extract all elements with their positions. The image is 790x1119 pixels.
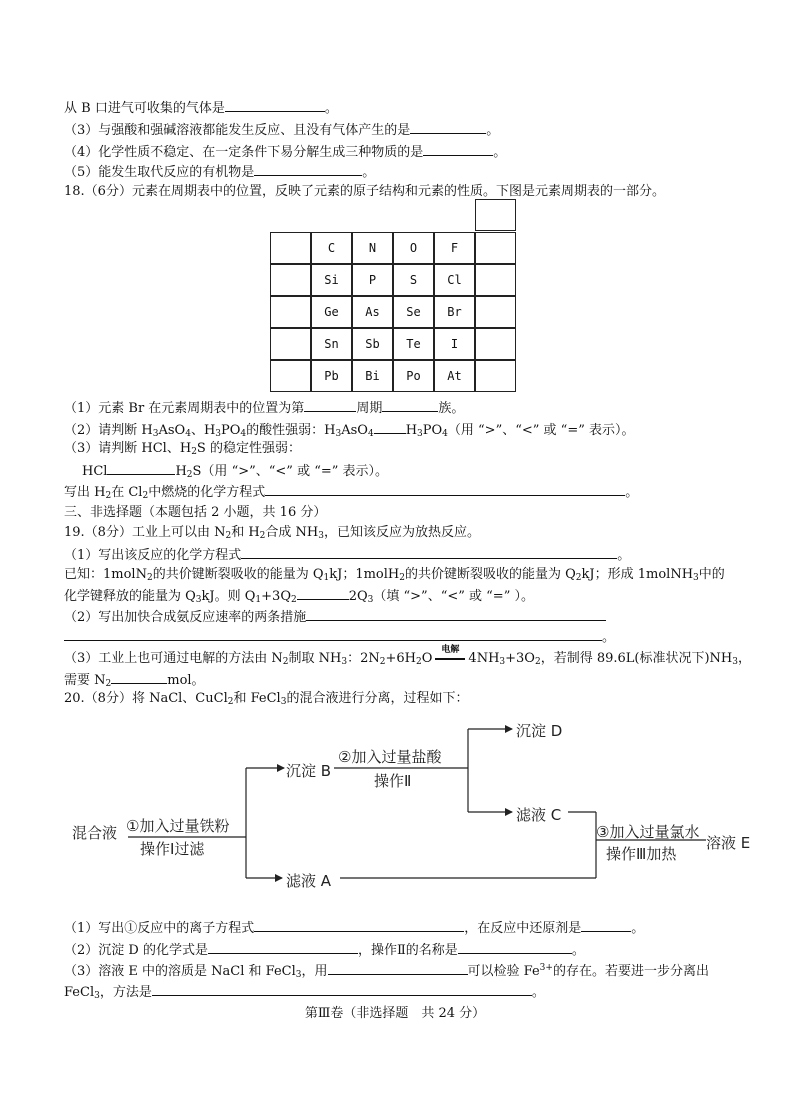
text: （5）能发生取代反应的有机物是 xyxy=(64,165,255,180)
text: AsO xyxy=(158,423,186,438)
answer-blank[interactable] xyxy=(458,940,572,954)
answer-blank[interactable] xyxy=(328,961,468,975)
text: PO xyxy=(422,423,443,438)
text: S（用 “>”、“<” 或 “=” 表示）。 xyxy=(192,464,389,479)
table-cell: Bi xyxy=(352,360,393,392)
answer-blank[interactable] xyxy=(581,918,631,932)
text: 。 xyxy=(324,101,338,116)
text: +3Q xyxy=(261,589,291,604)
table-cell: Te xyxy=(393,328,434,360)
text: 。 xyxy=(362,165,376,180)
text: （3）请判断 HCl、H xyxy=(64,441,192,456)
text: 。 xyxy=(493,145,507,160)
text: 的混合液进行分离，过程如下： xyxy=(286,691,469,706)
text: 合成 NH xyxy=(265,525,319,540)
text: kJ；形成 1molNH xyxy=(581,567,694,582)
q18-s4: 写出 $H_2$在 $Cl_2$中燃烧的化学方程式 。 xyxy=(64,482,638,502)
text: 写出 H xyxy=(64,485,106,500)
text: 周期 xyxy=(356,401,383,416)
table-cell: I xyxy=(434,328,475,360)
q20-s2 xyxy=(64,940,585,960)
q20-intro: 20.（8分）将 NaCl、CuCl$_2$和 FeCl$_3$的混合液进行分离，过程如下： xyxy=(64,691,469,707)
q19-s3: （3）工业上也可通过电解的方法由 $N_2$制取 $NH_3$：$2N_2+6H_2O$ 电解 $4NH_3+3O_2$，若制得 89.6L(标准状况下)$NH_3$， xyxy=(64,650,751,668)
table-cell: Pb xyxy=(311,360,352,392)
text: H xyxy=(175,464,187,479)
q20-s1 xyxy=(64,918,644,938)
table-cell: Si xyxy=(311,264,352,296)
answer-blank[interactable] xyxy=(254,918,464,932)
text: 中的 xyxy=(698,567,725,582)
solution-e-label: 溶液 E xyxy=(706,834,751,852)
text: 。 xyxy=(631,921,645,936)
table-cell: Se xyxy=(393,296,434,328)
text: +3O xyxy=(505,651,535,666)
text: （用 “>”、“<” 或 “=” 表示）。 xyxy=(447,423,635,438)
text: 。 xyxy=(617,548,631,563)
text: 、H xyxy=(190,423,216,438)
text: 20.（8分）将 NaCl、CuCl xyxy=(64,691,228,706)
q19-intro: 19.（8分）工业上可以由 $N_2$和 $H_2$合成 $NH_3$，已知该反应为放热反应。 xyxy=(64,525,481,541)
table-cell: C xyxy=(311,232,352,264)
table-cell: Ge xyxy=(311,296,352,328)
text: 和 H xyxy=(231,525,260,540)
text: 4NH xyxy=(468,651,500,666)
step1-bottom-label: 操作Ⅰ过滤 xyxy=(140,840,205,858)
table-cell: Sn xyxy=(311,328,352,360)
q18-s3: （3）请判断 HCl、$H_2S$ 的稳定性强弱： xyxy=(64,441,301,457)
text: 从 B 口进气可收集的气体是 xyxy=(64,101,225,116)
filtrate-c-label: 滤液 C xyxy=(516,806,562,824)
table-cell: Cl xyxy=(434,264,475,296)
text: 在 Cl xyxy=(111,485,143,500)
text: mol。 xyxy=(167,673,205,688)
part-3-footer: 第Ⅲ卷（非选择题 共 24 分） xyxy=(304,1006,486,1021)
text: ，在反应中还原剂是 xyxy=(464,921,582,936)
text: 已知：1molN xyxy=(64,567,147,582)
text: AsO xyxy=(341,423,368,438)
text: 的共价键断裂吸收的能量为 Q xyxy=(404,567,576,582)
table-cell: F xyxy=(434,232,475,264)
text: ，方法是 xyxy=(99,985,152,1000)
text: kJ。则 Q xyxy=(201,589,256,604)
mixture-label: 混合液 xyxy=(72,824,118,842)
q18-s3-answer: HCl $H_2S$（用 “>”、“<” 或 “=” 表示）。 xyxy=(82,461,388,481)
text: （2）写出加快合成氨反应速率的两条措施 xyxy=(64,610,307,625)
q20-s3-line2: FeCl$_3$，方法是 。 xyxy=(64,982,545,1002)
text: 制取 NH xyxy=(288,651,342,666)
text: ：2N xyxy=(347,651,380,666)
text: （3）溶液 E 中的溶质是 NaCl 和 FeCl xyxy=(64,964,296,979)
text: 的共价键断裂吸收的能量为 Q xyxy=(152,567,324,582)
text: 。 xyxy=(625,485,639,500)
text: ，已知该反应为放热反应。 xyxy=(324,525,481,540)
text: （2）沉淀 D 的化学式是 xyxy=(64,943,208,958)
text: 19.（8分）工业上可以由 N xyxy=(64,525,226,540)
text: +6H xyxy=(385,651,417,666)
text: 。 xyxy=(531,985,545,1000)
text: 。 xyxy=(486,123,500,138)
step3-top-label: ③加入过量氯水 xyxy=(596,823,700,841)
text: 化学键释放的能量为 Q xyxy=(64,589,196,604)
answer-blank[interactable] xyxy=(208,940,358,954)
text: 的存在。若要进一步分离出 xyxy=(552,964,709,979)
text: （填 “>”、“<” 或 “=” ）。 xyxy=(373,589,534,604)
text: 。 xyxy=(571,943,585,958)
text: ，若制得 89.6L(标准状况下)NH xyxy=(540,651,733,666)
text: ，操作Ⅱ的名称是 xyxy=(357,943,458,958)
step1-top-label: ①加入过量铁粉 xyxy=(126,817,230,835)
q20-s3: （3）溶液 E 中的溶质是 NaCl 和 FeCl$_3$，用 可以检验 $Fe^{3+}$的存在。若要进一步分离出 xyxy=(64,963,709,980)
text: O xyxy=(421,651,433,666)
text: （3）与强酸和强碱溶液都能发生反应、且没有气体产生的是 xyxy=(64,123,411,138)
text: 族。 xyxy=(438,401,465,416)
text: kJ；1molH xyxy=(329,567,400,582)
text: （1）写出该反应的化学方程式 xyxy=(64,548,242,563)
table-cell: S xyxy=(393,264,434,296)
text: 2Q xyxy=(348,589,368,604)
filtrate-a-label: 滤液 A xyxy=(286,872,332,890)
text: （2）请判断 H xyxy=(64,423,153,438)
table-cell: At xyxy=(434,360,475,392)
table-cell: As xyxy=(352,296,393,328)
text: ， xyxy=(738,651,752,666)
text: 。 xyxy=(602,630,616,645)
table-cell: Po xyxy=(393,360,434,392)
text: （1）元素 Br 在元素周期表中的位置为第 xyxy=(64,401,305,416)
precipitate-b-label: 沉淀 B xyxy=(286,762,332,780)
table-cell: Sb xyxy=(352,328,393,360)
text: H xyxy=(405,423,418,438)
arrow-label: 电解 xyxy=(441,645,460,655)
text: FeCl xyxy=(64,985,95,1000)
q19-s3-line2: 需要 $N_2$ mol。 xyxy=(64,670,205,690)
answer-blank[interactable] xyxy=(152,982,532,996)
section-3-heading: 三、非选择题（本题包括 2 小题，共 16 分） xyxy=(64,505,327,520)
text: 需要 N xyxy=(64,673,106,688)
q19-known: 已知：1molN$_2$的共价键断裂吸收的能量为 $Q_1kJ$；1molH$_2$的共价键断裂吸收的能量为 $Q_2kJ$；形成 1molNH$_3$中的 xyxy=(64,567,725,583)
text: HCl xyxy=(82,464,108,479)
text: ，用 xyxy=(301,964,328,979)
step3-bottom-label: 操作Ⅲ加热 xyxy=(606,845,677,863)
text: 中燃烧的化学方程式 xyxy=(148,485,266,500)
table-cell: Br xyxy=(434,296,475,328)
text: 和 FeCl xyxy=(233,691,281,706)
text: PO xyxy=(221,423,241,438)
step2-top-label: ②加入过量盐酸 xyxy=(338,748,442,766)
text: （3）工业上也可通过电解的方法由 N xyxy=(64,651,283,666)
charge: 3+ xyxy=(539,963,553,973)
table-cell: N xyxy=(352,232,393,264)
text: （4）化学性质不稳定、在一定条件下易分解生成三种物质的是 xyxy=(64,145,424,160)
text: 可以检验 Fe xyxy=(467,964,540,979)
text: S 的稳定性强弱： xyxy=(196,441,301,456)
table-cell: P xyxy=(352,264,393,296)
text: 的酸性强弱：H xyxy=(246,423,336,438)
table-cell: O xyxy=(393,232,434,264)
q18-intro: 18.（6分）元素在周期表中的位置，反映了元素的原子结构和元素的性质。下图是元素周期表的一部分。 xyxy=(64,184,665,199)
text: （1）写出①反应中的离子方程式 xyxy=(64,921,255,936)
precipitate-d-label: 沉淀 D xyxy=(516,722,563,740)
q18-s2: （2）请判断 $H_3AsO_4$、$H_3PO_4$的酸性强弱：$H_3AsO_4$ $H_3PO_4$（用 “>”、“<” 或 “=” 表示）。 xyxy=(64,420,635,440)
q19-known-2: 化学键释放的能量为 $Q_3kJ$。则 $Q_1+3Q_2$ $2Q_3$（填 “>”、“<” 或 “=” ）。 xyxy=(64,586,534,606)
step2-bottom-label: 操作Ⅱ xyxy=(374,772,412,790)
